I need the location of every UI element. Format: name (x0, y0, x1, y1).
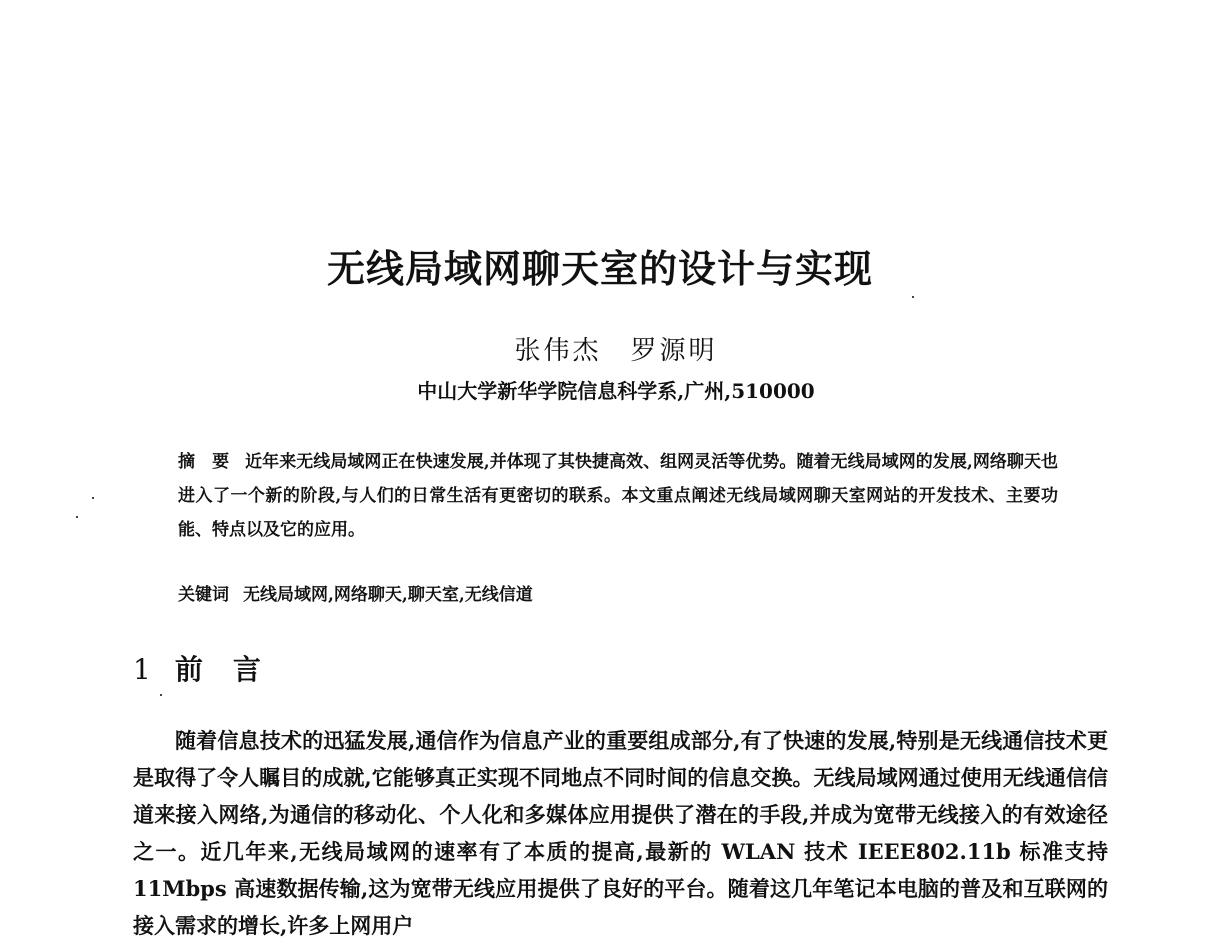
abstract-block (178, 445, 1058, 547)
keywords-text: 无线局域网,网络聊天,聊天室,无线信道 (243, 585, 533, 605)
scan-speck (92, 497, 94, 499)
abstract-label: 摘 要 (178, 452, 230, 472)
keywords-block (178, 580, 1058, 605)
paper-title: 无线局域网聊天室的设计与实现 (326, 247, 873, 291)
section-number: 1 (133, 653, 151, 686)
keywords-label: 关键词 (178, 585, 229, 605)
author-names: 张伟杰 罗源明 (514, 336, 718, 366)
author-affiliation: 中山大学新华学院信息科学系,广州,510000 (417, 379, 815, 403)
scan-speck (76, 516, 78, 518)
body-paragraph: 随着信息技术的迅猛发展,通信作为信息产业的重要组成部分,有了快速的发展,特别是无线通信技术更是取得了令人瞩目的成就,它能够真正实现不同地点不同时间的信息交换。无线局域网通过使用无线通信信道来接入网络,为通信的移动化、个人化和多媒体应用提供了潜在的手段,并成为宽带无线接入的有效途径之一。近几年来,无线局域网的速率有了本质的提高,最新的 WLAN 技术 IEEE802.11b 标准支持 11Mbps 高速数据传输,这为宽带无线应用提供了良好的平台。随着这几年笔记本电脑的普及和互联网的接入需求的增长,许多上网用户 (133, 728, 1108, 938)
scan-speck (160, 694, 162, 696)
abstract-text: 近年来无线局域网正在快速发展,并体现了其快捷高效、组网灵活等优势。随着无线局域网的发展,网络聊天也进入了一个新的阶段,与人们的日常生活有更密切的联系。本文重点阐述无线局域网聊天室网站的开发技术、主要功能、特点以及它的应用。 (178, 452, 1059, 540)
section-heading (133, 648, 291, 688)
section-title: 前言 (174, 653, 291, 686)
scan-speck (912, 296, 914, 298)
